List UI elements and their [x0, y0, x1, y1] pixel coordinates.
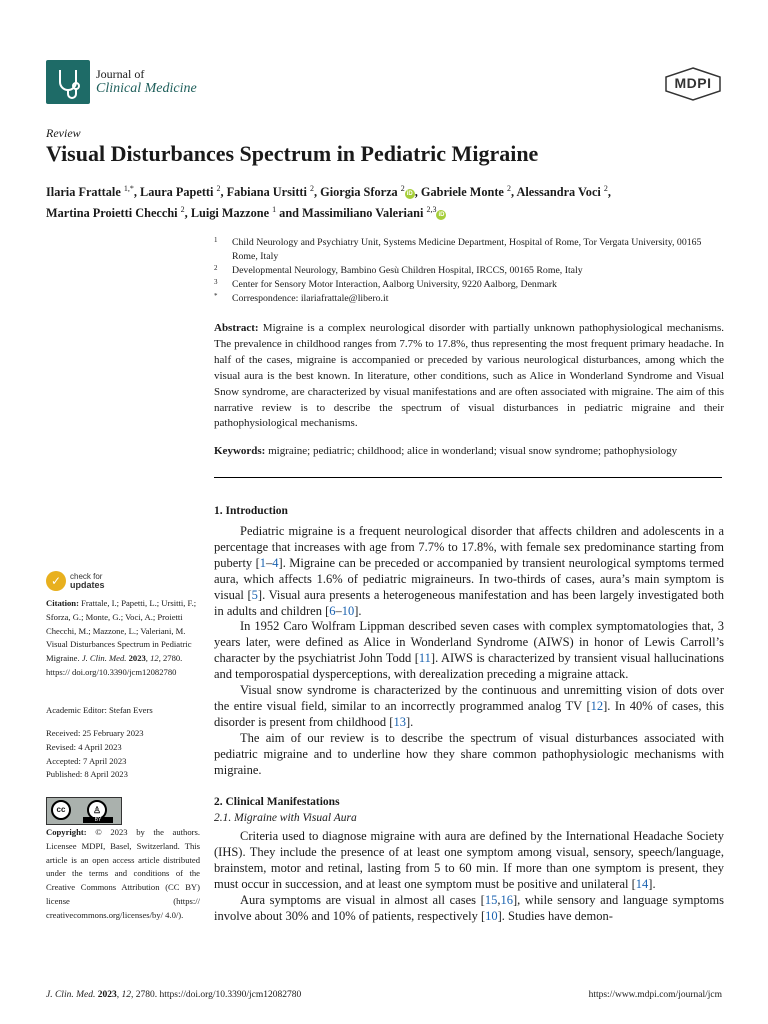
check-updates-text: [70, 572, 105, 590]
affiliation-list: [214, 236, 724, 306]
person-icon: ♙: [87, 800, 107, 820]
journal-name: Clinical Medicine: [96, 81, 197, 96]
affiliation-text: Developmental Neurology, Bambino Gesù Children Hospital, IRCCS, 00165 Rome, Italy: [232, 265, 583, 276]
author-line-2: Martina Proietti Checchi $^2$, Luigi Mazzone $^1$ and Massimiliano Valeriani $^{2,3}$iD: [46, 205, 445, 221]
mdpi-logo-text: MDPI: [674, 75, 712, 91]
affiliation-item: [214, 236, 724, 264]
paragraph: Aura symptoms are visual in almost all cases [15,16], while sensory and language symptoms involve about 30% and 10% of patients, respectively [10]. Studies have demon-: [214, 892, 725, 923]
paragraph: The aim of our review is to describe the spectrum of visual disturbances associated with pediatric migraine and to underline how they share common pathophysiologic mechanisms with migraine.: [214, 730, 724, 777]
affiliation-item: [214, 278, 724, 292]
affiliation-text: Correspondence: ilariafrattale@libero.it: [232, 293, 389, 304]
by-label: BY: [83, 817, 113, 823]
affiliation-number: 2: [214, 264, 218, 272]
section-heading-clinical: 2. Clinical Manifestations: [214, 796, 340, 808]
section-heading-introduction: 1. Introduction: [214, 505, 288, 517]
check-icon: ✓: [46, 571, 66, 591]
affiliation-text: Child Neurology and Psychiatry Unit, Systems Medicine Department, Hospital of Rome, Tor Vergata University, 00165 Rome, Italy: [232, 237, 702, 262]
citation: Citation: Frattale, I.; Papetti, L.; Ursitti, F.; Sforza, G.; Monte, G.; Voci, A.; Proietti Checchi, M.; Mazzone, L.; Valeriani, M. Visual Disturbances Spectrum in Pediatric Migraine. J. Clin. Med. 2023, 12, 2780. https:// doi.org/10.3390/jcm12082780: [46, 598, 197, 677]
abstract-label: Abstract:: [214, 322, 259, 334]
affiliation-item: [214, 264, 724, 278]
revised-date: Revised: 4 April 2023: [46, 741, 122, 752]
clinical-body: [214, 829, 724, 924]
paragraph: In 1952 Caro Wolfram Lippman described seven cases with complex symptomatologies that, 3 years later, were defined as Alice in Wonderland Syndrome (AIWS) in honor of Lewis Carroll’s character by the psychiatrist John Todd [11]. AIWS is characterized by transient visual hallucinations and temporospatial dysperceptions, with derealization preceding a migraine attack.: [214, 619, 724, 682]
cc-icon: cc: [51, 800, 71, 820]
dates: [46, 727, 200, 782]
author-line-1: Ilaria Frattale $^{1,*}$, Laura Papetti $^2$, Fabiana Ursitti $^2$, Giorgia Sforza $^2$iD , Gabriele Monte $^2$, Alessandra Voci $^2$,: [46, 184, 611, 200]
affiliation-number: 3: [214, 278, 218, 286]
subsection-heading: 2.1. Migraine with Visual Aura: [214, 812, 357, 824]
keywords-text: migraine; pediatric; childhood; alice in wonderland; visual snow syndrome; pathophysiology: [268, 445, 678, 457]
affiliation-number: *: [214, 292, 218, 300]
received-date: Received: 25 February 2023: [46, 728, 144, 738]
journal-of-label: Journal of: [96, 67, 145, 81]
affiliation-text: Center for Sensory Motor Interaction, Aalborg University, 9220 Aalborg, Denmark: [232, 279, 557, 290]
check-for-updates-button[interactable]: [46, 571, 146, 593]
cc-by-license-badge[interactable]: [46, 797, 122, 825]
affiliation-item: [214, 292, 724, 306]
article-type: Review: [46, 126, 81, 140]
check-updates-line1: check for: [70, 572, 103, 581]
paragraph: Visual snow syndrome is characterized by the continuous and unremitting vision of dots over the entire visual field, similar to an incorrectly programmed analog TV [12]. In 40% of cases, this disorder is present from childhood [13].: [214, 683, 724, 729]
author-list: [46, 180, 736, 222]
divider: [214, 477, 722, 478]
check-updates-line2: updates: [70, 580, 105, 590]
journal-logo-icon: [46, 60, 90, 104]
keywords-label: Keywords:: [214, 445, 266, 457]
abstract: [214, 321, 724, 432]
introduction-body: [214, 524, 724, 779]
keywords: [214, 444, 724, 460]
footer-citation: J. Clin. Med. 2023, 12, 2780. https://doi.org/10.3390/jcm12082780: [46, 990, 302, 1000]
published-date: Published: 8 April 2023: [46, 769, 128, 780]
mdpi-logo: [664, 67, 722, 101]
paragraph: Pediatric migraine is a frequent neurological disorder that affects children and adolescents in a percentage that increases with age from 7.7% to 17.8%, with female sex predominance starting from puberty [1–4]. Migraine can be preceded or accompanied by transient neurological symptoms termed aura, which affects 1.6% of pediatric migraineurs. In two-thirds of cases, aura’s main symptom is visual [5]. Visual aura presents a heterogeneous manifestation and has been largely investigated both in adults and children [6–10].: [214, 524, 724, 618]
accepted-date: Accepted: 7 April 2023: [46, 755, 127, 766]
affiliation-number: 1: [214, 236, 218, 244]
academic-editor: Academic Editor: Stefan Evers: [46, 705, 153, 715]
article-title: Visual Disturbances Spectrum in Pediatric Migraine: [46, 141, 539, 166]
copyright: Copyright: © 2023 by the authors. Licensee MDPI, Basel, Switzerland. This article is an open access article distributed under the terms and conditions of the Creative Commons Attribution (CC BY) license (https:// creativecommons.org/licenses/by/ 4.0/).: [46, 827, 200, 920]
footer-journal-url[interactable]: https://www.mdpi.com/journal/jcm: [588, 990, 722, 1000]
paragraph: Criteria used to diagnose migraine with aura are defined by the International Headache Society (IHS). They include the presence of at least one symptom among visual, sensory, speech/language, brainstem, motor and retinal, lasting from 5 to 60 min. If more than one symptom is present, they must occur in succession, and at least one symptom must be positive and unilateral [14].: [214, 829, 724, 891]
abstract-text: Migraine is a complex neurological disorder with partially unknown pathophysiological mechanisms. The prevalence in childhood ranges from 7.7% to 17.8%, thus representing the most frequent primary headache. In half of the cases, migraine is accompanied or preceded by various neurological disturbances, among which the visual aura is the best known. In literature, other conditions, such as Alice in Wonderland Syndrome and Visual Snow syndrome, are characterized by visual manifestations and are often associated with migraine. The aim of this narrative review is to describe the spectrum of visual disturbances in pediatric migraine and their pathophysiological mechanisms.: [214, 322, 725, 430]
